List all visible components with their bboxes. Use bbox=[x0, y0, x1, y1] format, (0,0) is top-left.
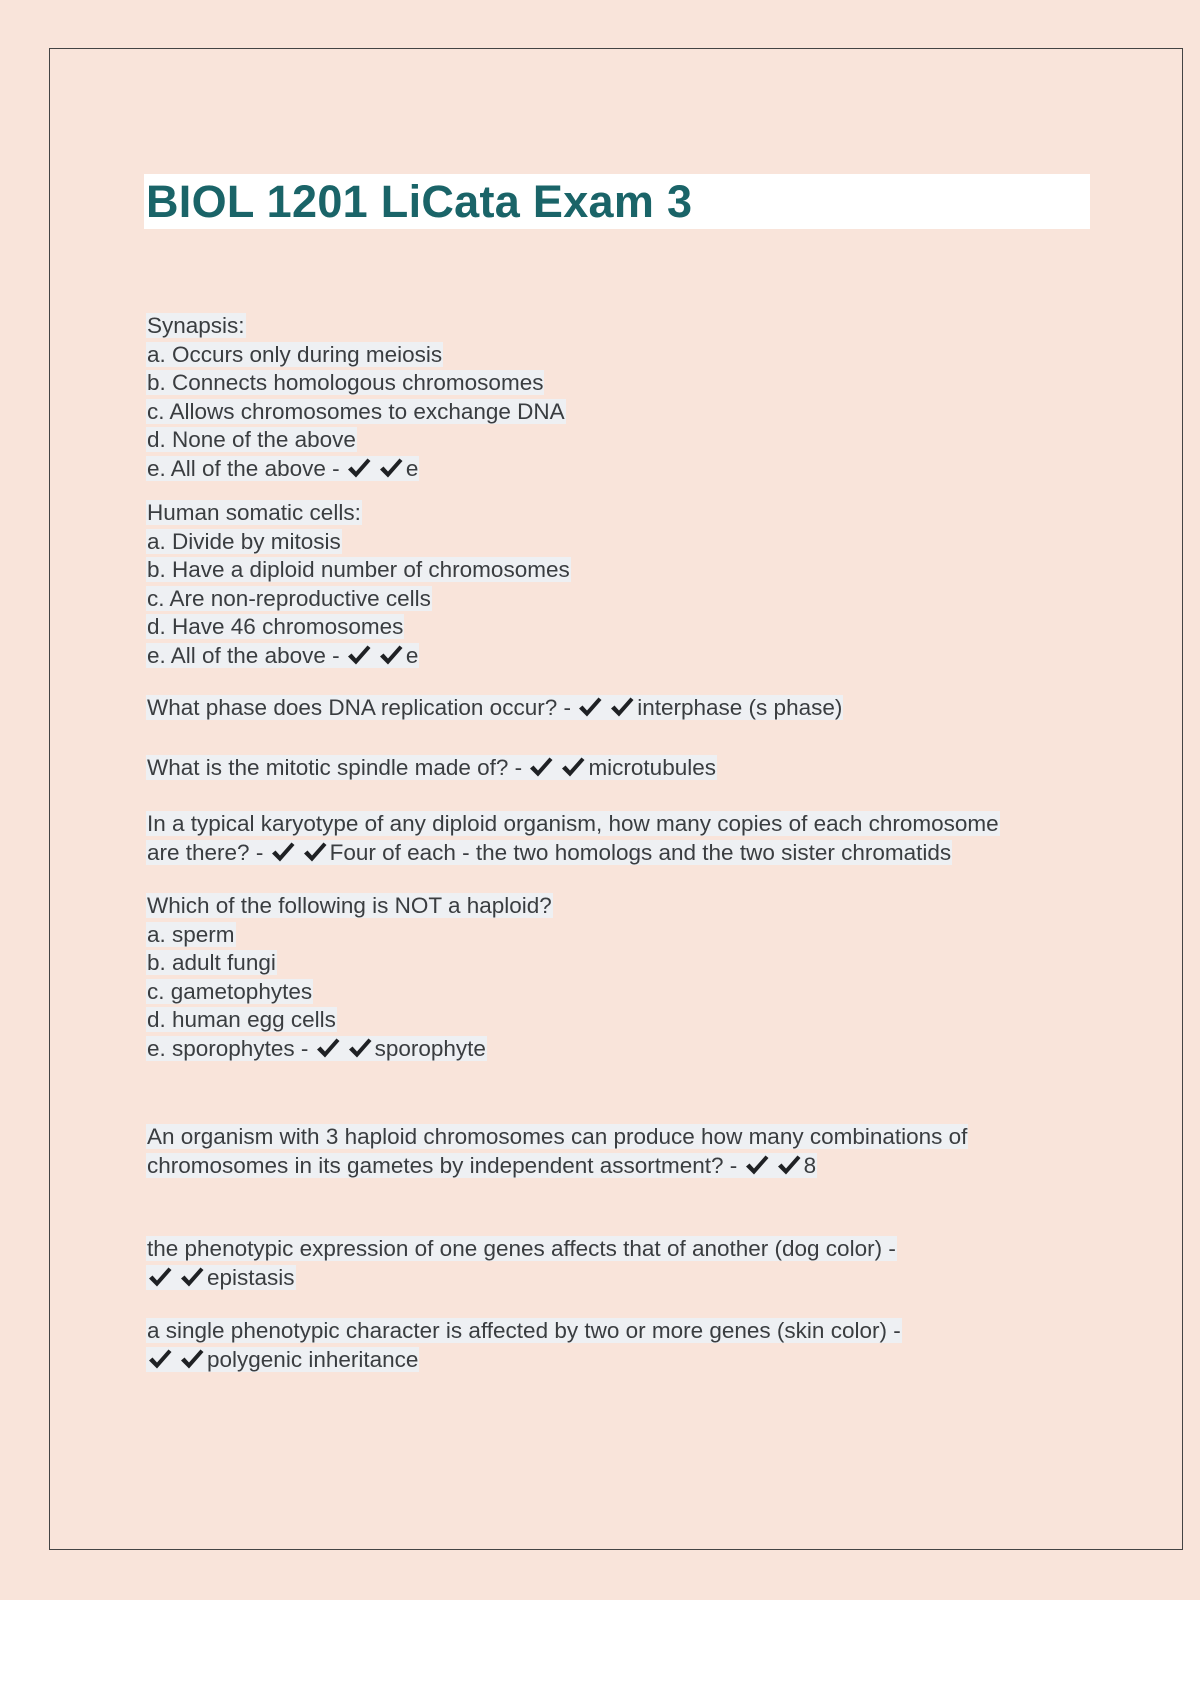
question-prompt: What phase does DNA replication occur? - bbox=[147, 695, 571, 720]
question-prompt: a single phenotypic character is affected by two or more genes (skin color) - bbox=[147, 1318, 901, 1343]
answer-option: d. None of the above bbox=[147, 427, 356, 452]
question-prompt: Human somatic cells: bbox=[147, 500, 361, 525]
question-epistasis bbox=[146, 1235, 1096, 1292]
question-prompt: are there? - bbox=[147, 839, 264, 865]
question-somatic-cells bbox=[146, 499, 1096, 670]
answer-text: Four of each - the two homologs and the two sister chromatids bbox=[329, 839, 952, 865]
double-check-icon bbox=[315, 1036, 375, 1061]
answer-option: b. adult fungi bbox=[147, 950, 276, 975]
question-prompt: Which of the following is NOT a haploid? bbox=[147, 893, 552, 918]
answer-option: d. human egg cells bbox=[147, 1007, 336, 1032]
answer-text: e bbox=[405, 455, 419, 481]
answer-option: e. All of the above - bbox=[147, 642, 340, 668]
question-independent-assortment bbox=[146, 1123, 1096, 1180]
question-mitotic-spindle bbox=[146, 754, 1096, 783]
answer-option: a. Divide by mitosis bbox=[147, 528, 341, 554]
answer-option: b. Have a diploid number of chromosomes bbox=[147, 557, 570, 582]
answer-option: c. Allows chromosomes to exchange DNA bbox=[147, 398, 565, 424]
double-check-icon bbox=[577, 695, 637, 720]
question-prompt: An organism with 3 haploid chromosomes can produce how many combinations of bbox=[147, 1124, 968, 1149]
answer-option: a. Occurs only during meiosis bbox=[147, 341, 443, 367]
document-title: BIOL 1201 LiCata Exam 3 bbox=[146, 176, 693, 227]
answer-option: e. All of the above - bbox=[147, 455, 340, 481]
answer-text: polygenic inheritance bbox=[207, 1346, 419, 1372]
double-check-icon bbox=[270, 840, 330, 865]
answer-option: d. Have 46 chromosomes bbox=[147, 614, 404, 639]
question-haploid bbox=[146, 892, 1096, 1063]
answer-text: interphase (s phase) bbox=[637, 695, 843, 720]
answer-option: a. sperm bbox=[147, 921, 235, 947]
question-synapsis bbox=[146, 312, 1096, 483]
answer-option: c. Are non-reproductive cells bbox=[147, 585, 431, 611]
answer-text: microtubules bbox=[588, 754, 716, 780]
double-check-icon bbox=[147, 1347, 207, 1372]
answer-text: 8 bbox=[803, 1152, 817, 1178]
answer-option: e. sporophytes - bbox=[147, 1035, 309, 1061]
double-check-icon bbox=[744, 1153, 804, 1178]
question-prompt: In a typical karyotype of any diploid organism, how many copies of each chromosome bbox=[147, 811, 999, 836]
answer-text: sporophyte bbox=[374, 1035, 486, 1061]
double-check-icon bbox=[528, 755, 588, 780]
double-check-icon bbox=[147, 1265, 207, 1290]
answer-option: b. Connects homologous chromosomes bbox=[147, 370, 544, 395]
question-polygenic bbox=[146, 1317, 1096, 1374]
question-list bbox=[146, 312, 1096, 1374]
double-check-icon bbox=[346, 643, 406, 668]
answer-option: c. gametophytes bbox=[147, 978, 313, 1004]
answer-text: e bbox=[405, 642, 419, 668]
double-check-icon bbox=[346, 456, 406, 481]
question-karyotype bbox=[146, 810, 1096, 867]
question-prompt: What is the mitotic spindle made of? - bbox=[147, 754, 523, 780]
question-prompt: Synapsis: bbox=[147, 313, 245, 338]
answer-text: epistasis bbox=[207, 1264, 295, 1290]
question-dna-replication bbox=[146, 694, 1096, 723]
question-prompt: chromosomes in its gametes by independent assortment? - bbox=[147, 1152, 738, 1178]
question-prompt: the phenotypic expression of one genes affects that of another (dog color) - bbox=[147, 1236, 896, 1261]
